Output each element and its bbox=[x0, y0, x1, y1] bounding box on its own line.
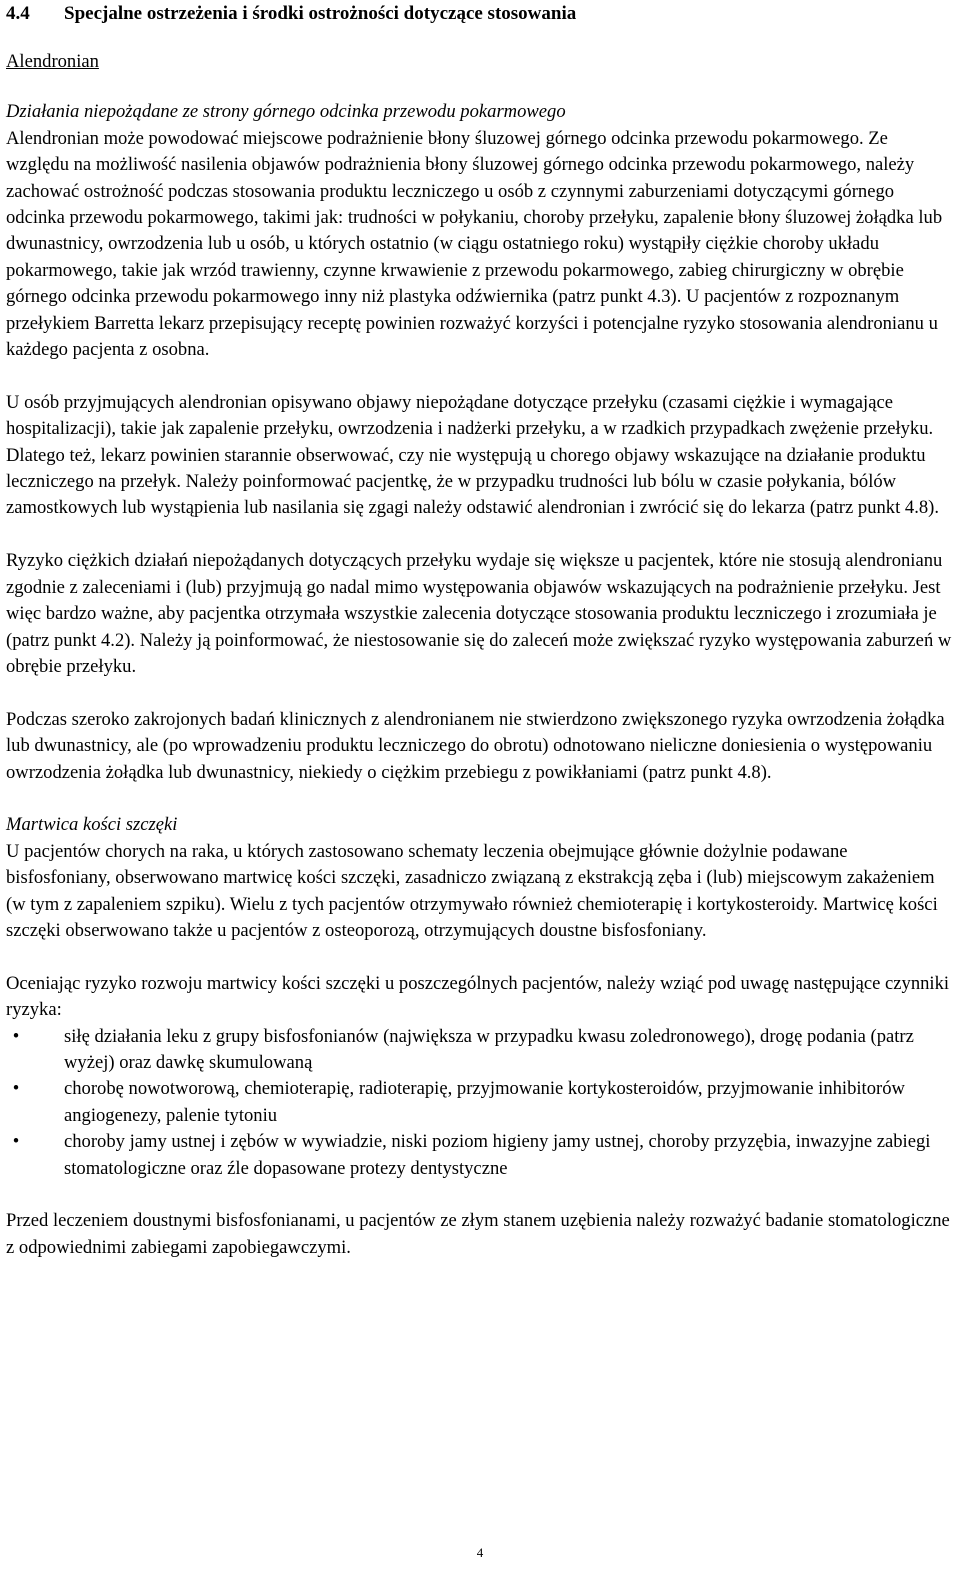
osteonecrosis-paragraph: U pacjentów chorych na raka, u których zastosowano schematy leczenia obejmujące głównie dożylnie podawane bisfosfoniany, obserwowano martwicę kości szczęki, zasadniczo związaną z ekstrakcją zęba i (lub) miejscowym zakażeniem (w tym z zapaleniem szpiku). Wielu z tych pacjentów otrzymywało również chemioterapię i kortykosteroidy. Martwicę kości szczęki obserwowano także u pacjentów z osteoporozą, otrzymujących doustne bisfosfoniany. bbox=[6, 840, 938, 941]
closing-paragraph: Przed leczeniem doustnymi bisfosfonianami, u pacjentów ze złym stanem uzębienia należy rozważyć badanie stomatologiczne z odpowiednimi zabiegami zapobiegawczymi. bbox=[6, 1210, 950, 1258]
list-item bbox=[6, 1129, 954, 1182]
esophagus-subtitle: Działania niepożądane ze strony górnego odcinka przewodu pokarmowego bbox=[6, 101, 566, 123]
esophagus-paragraph-4: Podczas szeroko zakrojonych badań klinicznych z alendronianem nie stwierdzono zwiększonego ryzyka owrzodzenia żołądka lub dwunastnicy, ale (po wprowadzeniu produktu leczniczego do obrotu) odnotowano nieliczne doniesienia o występowaniu owrzodzenia żołądka lub dwunastnicy, niekiedy o ciężkim przebiegu z powikłaniami (patrz punkt 4.8). bbox=[6, 708, 945, 783]
section-title: Specjalne ostrzeżenia i środki ostrożności dotyczące stosowania bbox=[64, 3, 577, 24]
list-item bbox=[6, 1076, 954, 1129]
risk-factor-text: chorobę nowotworową, chemioterapię, radioterapię, przyjmowanie kortykosteroidów, przyjmowanie inhibitorów angiogenezy, palenie tytoniu bbox=[64, 1078, 905, 1126]
risk-factor-text: choroby jamy ustnej i zębów w wywiadzie, niski poziom higieny jamy ustnej, choroby przyzębia, inwazyjne zabiegi stomatologiczne oraz źle dopasowane protezy dentystyczne bbox=[64, 1131, 931, 1179]
section-number: 4.4 bbox=[6, 3, 30, 24]
bullet-icon: • bbox=[12, 1131, 20, 1153]
esophagus-paragraph-3: Ryzyko ciężkich działań niepożądanych dotyczących przełyku wydaje się większe u pacjentek, które nie stosują alendronianu zgodnie z zaleceniami i (lub) przyjmują go nadal mimo występowania objawów wskazujących na podrażnienie przełyku. Jest więc bardzo ważne, aby pacjentka otrzymała wszystkie zalecenia dotyczące stosowania produktu leczniczego i zrozumiała je (patrz punkt 4.2). Należy ją poinformować, że niestosowanie się do zaleceń może zwiększać ryzyko występowania zaburzeń w obrębie przełyku. bbox=[6, 550, 952, 677]
list-item bbox=[6, 1024, 954, 1077]
bullet-icon: • bbox=[12, 1078, 20, 1100]
drug-label: Alendronian bbox=[6, 51, 99, 72]
risk-factor-text: siłę działania leku z grupy bisfosfonianów (największa w przypadku kwasu zoledronowego), drogę podania (patrz wyżej) oraz dawkę skumulowaną bbox=[64, 1025, 914, 1073]
section-heading bbox=[6, 0, 954, 27]
risk-factors-list bbox=[6, 1024, 954, 1182]
document-page bbox=[6, 0, 954, 1261]
page-number: 4 bbox=[476, 1545, 484, 1560]
osteonecrosis-subtitle: Martwica kości szczęki bbox=[6, 814, 178, 836]
bullet-icon: • bbox=[12, 1025, 20, 1047]
esophagus-paragraph-1: Alendronian może powodować miejscowe podrażnienie błony śluzowej górnego odcinka przewodu pokarmowego. Ze względu na możliwość nasilenia objawów podrażnienia błony śluzowej górnego odcinka przewodu pokarmowego, należy zachować ostrożność podczas stosowania produktu leczniczego u osób z czynnymi zaburzeniami dotyczącymi górnego odcinka przewodu pokarmowego, takimi jak: trudności w połykaniu, choroby przełyku, zapalenie błony śluzowej żołądka lub dwunastnicy, owrzodzenia lub u osób, u których ostatnio (w ciągu ostatniego roku) wystąpiły ciężkie choroby układu pokarmowego, takie jak wrzód trawienny, czynne krwawienie z przewodu pokarmowego, zabieg chirurgiczny w obrębie górnego odcinka przewodu pokarmowego inny niż plastyka odźwiernika (patrz punkt 4.3). U pacjentów z rozpoznanym przełykiem Barretta lekarz przepisujący receptę powinien rozważyć korzyści i potencjalne ryzyko stosowania alendronianu u każdego pacjenta z osobna. bbox=[6, 127, 943, 361]
risk-factors-intro: Oceniając ryzyko rozwoju martwicy kości szczęki u poszczególnych pacjentów, należy wziąć pod uwagę następujące czynniki ryzyka: bbox=[6, 972, 950, 1021]
esophagus-paragraph-2: U osób przyjmujących alendronian opisywano objawy niepożądane dotyczące przełyku (czasami ciężkie i wymagające hospitalizacji), takie jak zapalenie przełyku, owrzodzenia i nadżerki przełyku, a w rzadkich przypadkach zwężenie przełyku. Dlatego też, lekarz powinien starannie obserwować, czy nie występują u chorego objawy wskazujące na działanie produktu leczniczego na przełyk. Należy poinformować pacjentkę, że w przypadku trudności lub bólu w czasie połykania, bólów zamostkowych lub wystąpienia lub nasilania się zgagi należy odstawić alendronian i zwrócić się do lekarza (patrz punkt 4.8). bbox=[6, 391, 939, 519]
